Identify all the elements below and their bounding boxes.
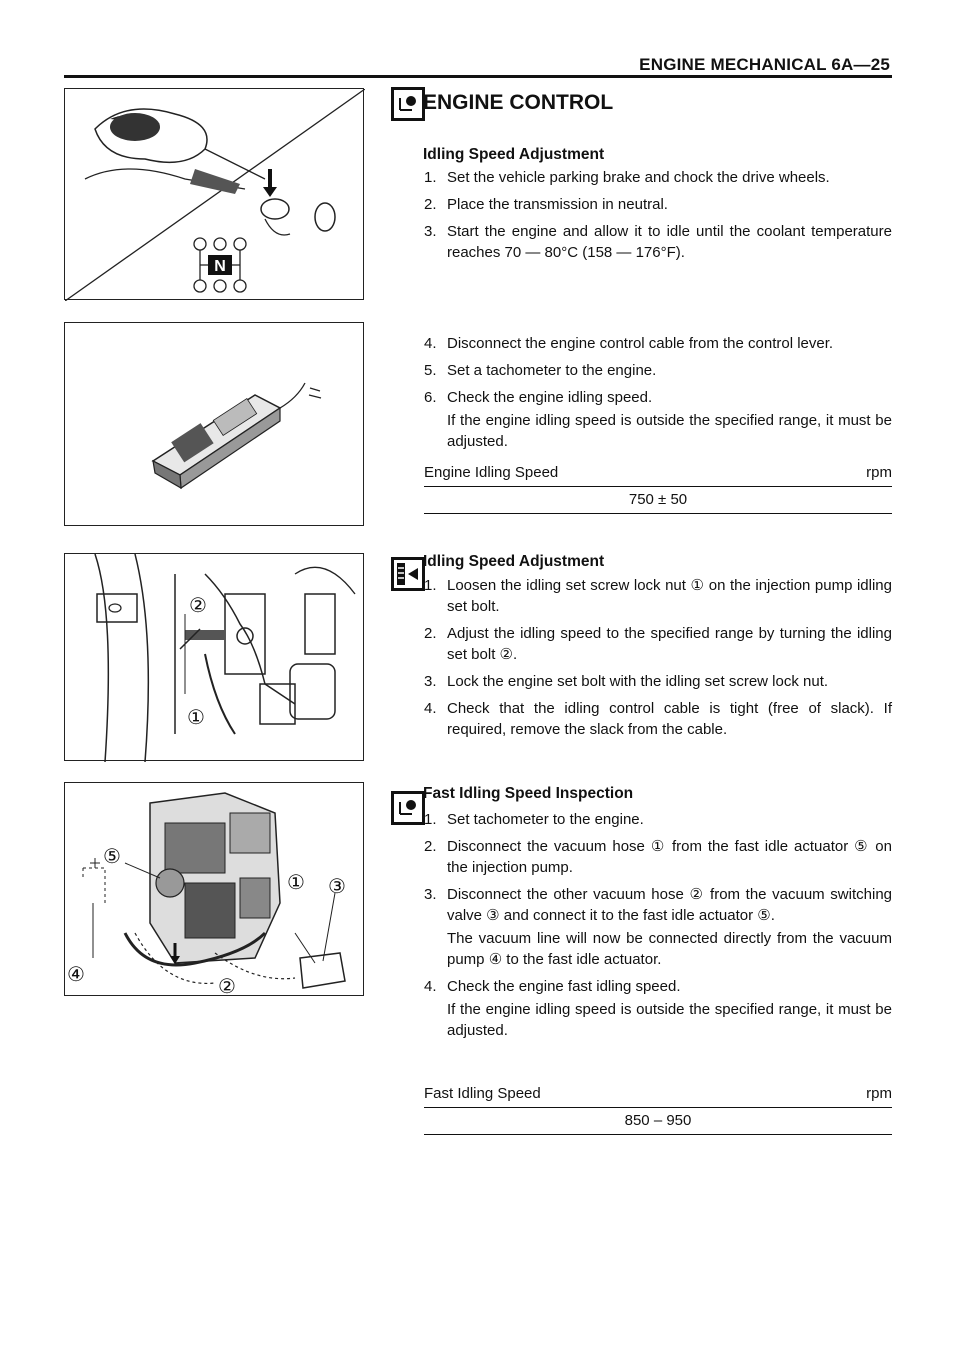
step-item: 6. Check the engine idling speed. If the engine idling speed is outside the specified range, it must be adjusted. bbox=[424, 389, 892, 450]
adjust-icon bbox=[391, 557, 425, 591]
step-item: 3. Disconnect the other vacuum hose ② from the vacuum switching valve ③ and connect it to the fast idle actuator ⑤. The vacuum line will now be connected directly from the vacuum pump ④ to the fast idle actuator. bbox=[424, 886, 892, 968]
figure-4-callout-1: ① bbox=[287, 870, 305, 894]
spec-unit: rpm bbox=[866, 1085, 892, 1102]
inspect-icon bbox=[391, 87, 425, 121]
idle-check-steps bbox=[424, 333, 892, 458]
step-item: 4. Disconnect the engine control cable from the control lever. bbox=[424, 335, 834, 352]
spec-label: Fast Idling Speed bbox=[424, 1085, 541, 1102]
figure-idling-set-bolt bbox=[64, 553, 364, 761]
page-header bbox=[64, 55, 892, 73]
step-item: 4. Check the engine fast idling speed. If the engine idling speed is outside the specified range, it must be adjusted. bbox=[424, 978, 892, 1039]
step-item: 4. Check that the idling control cable is tight (free of slack). If required, remove the slack from the cable. bbox=[424, 700, 892, 738]
figure-neutral-label: N bbox=[214, 258, 226, 275]
spec-value: 850 – 950 bbox=[424, 1108, 892, 1135]
page-header-title: ENGINE MECHANICAL 6A—25 bbox=[639, 55, 890, 74]
figure-4-callout-4: ④ bbox=[67, 962, 85, 986]
idle-adjust2-steps bbox=[424, 575, 892, 746]
idle-adjust-title: Idling Speed Adjustment bbox=[423, 146, 605, 163]
fast-idle-title: Fast Idling Speed Inspection bbox=[423, 785, 634, 802]
fast-idle-note-3: The vacuum line will now be connected directly from the vacuum pump ④ to the fast idle actuator. bbox=[447, 930, 892, 968]
figure-tachometer bbox=[64, 322, 364, 526]
idle-adjust-steps bbox=[424, 167, 892, 269]
step-item: 2. Place the transmission in neutral. bbox=[424, 196, 668, 213]
fast-idle-steps bbox=[424, 809, 892, 1047]
step-item: 1. Set tachometer to the engine. bbox=[424, 811, 644, 828]
step-item: 1. Set the vehicle parking brake and chock the drive wheels. bbox=[424, 169, 830, 186]
step-item: 1. Loosen the idling set screw lock nut ① on the injection pump idling set bolt. bbox=[424, 577, 892, 615]
step-item: 3. Lock the engine set bolt with the idling set screw lock nut. bbox=[424, 673, 829, 690]
figure-4-callout-5: ⑤ bbox=[103, 844, 121, 868]
step-item: 2. Disconnect the vacuum hose ① from the fast idle actuator ⑤ on the injection pump. bbox=[424, 838, 892, 876]
spec-value: 750 ± 50 bbox=[424, 487, 892, 514]
step-item: 2. Adjust the idling speed to the specified range by turning the idling set bolt ②. bbox=[424, 625, 892, 663]
step-item: 5. Set a tachometer to the engine. bbox=[424, 362, 657, 379]
figure-injection-pump bbox=[64, 782, 364, 996]
spec-unit: rpm bbox=[866, 464, 892, 481]
figure-3-callout-1: ① bbox=[187, 705, 205, 729]
figure-4-callout-3: ③ bbox=[328, 874, 346, 898]
figure-3-callout-2: ② bbox=[189, 593, 207, 617]
inspect-icon bbox=[391, 791, 425, 825]
fast-idle-spec-table bbox=[424, 1085, 892, 1135]
figure-transmission-neutral bbox=[64, 88, 364, 300]
figure-4-callout-2: ② bbox=[218, 974, 236, 997]
step-item: 3. Start the engine and allow it to idle until the coolant temperature reaches 70 — 80°C (158 — 176°F). bbox=[424, 223, 892, 261]
header-rule bbox=[64, 75, 892, 78]
idle-check-note: If the engine idling speed is outside the specified range, it must be adjusted. bbox=[447, 412, 892, 450]
idle-adjust2-title: Idling Speed Adjustment bbox=[423, 553, 605, 570]
engine-idle-spec-table bbox=[424, 464, 892, 514]
section-title: ENGINE CONTROL bbox=[423, 91, 614, 114]
spec-label: Engine Idling Speed bbox=[424, 464, 559, 481]
fast-idle-note-4: If the engine idling speed is outside the specified range, it must be adjusted. bbox=[447, 1001, 892, 1039]
